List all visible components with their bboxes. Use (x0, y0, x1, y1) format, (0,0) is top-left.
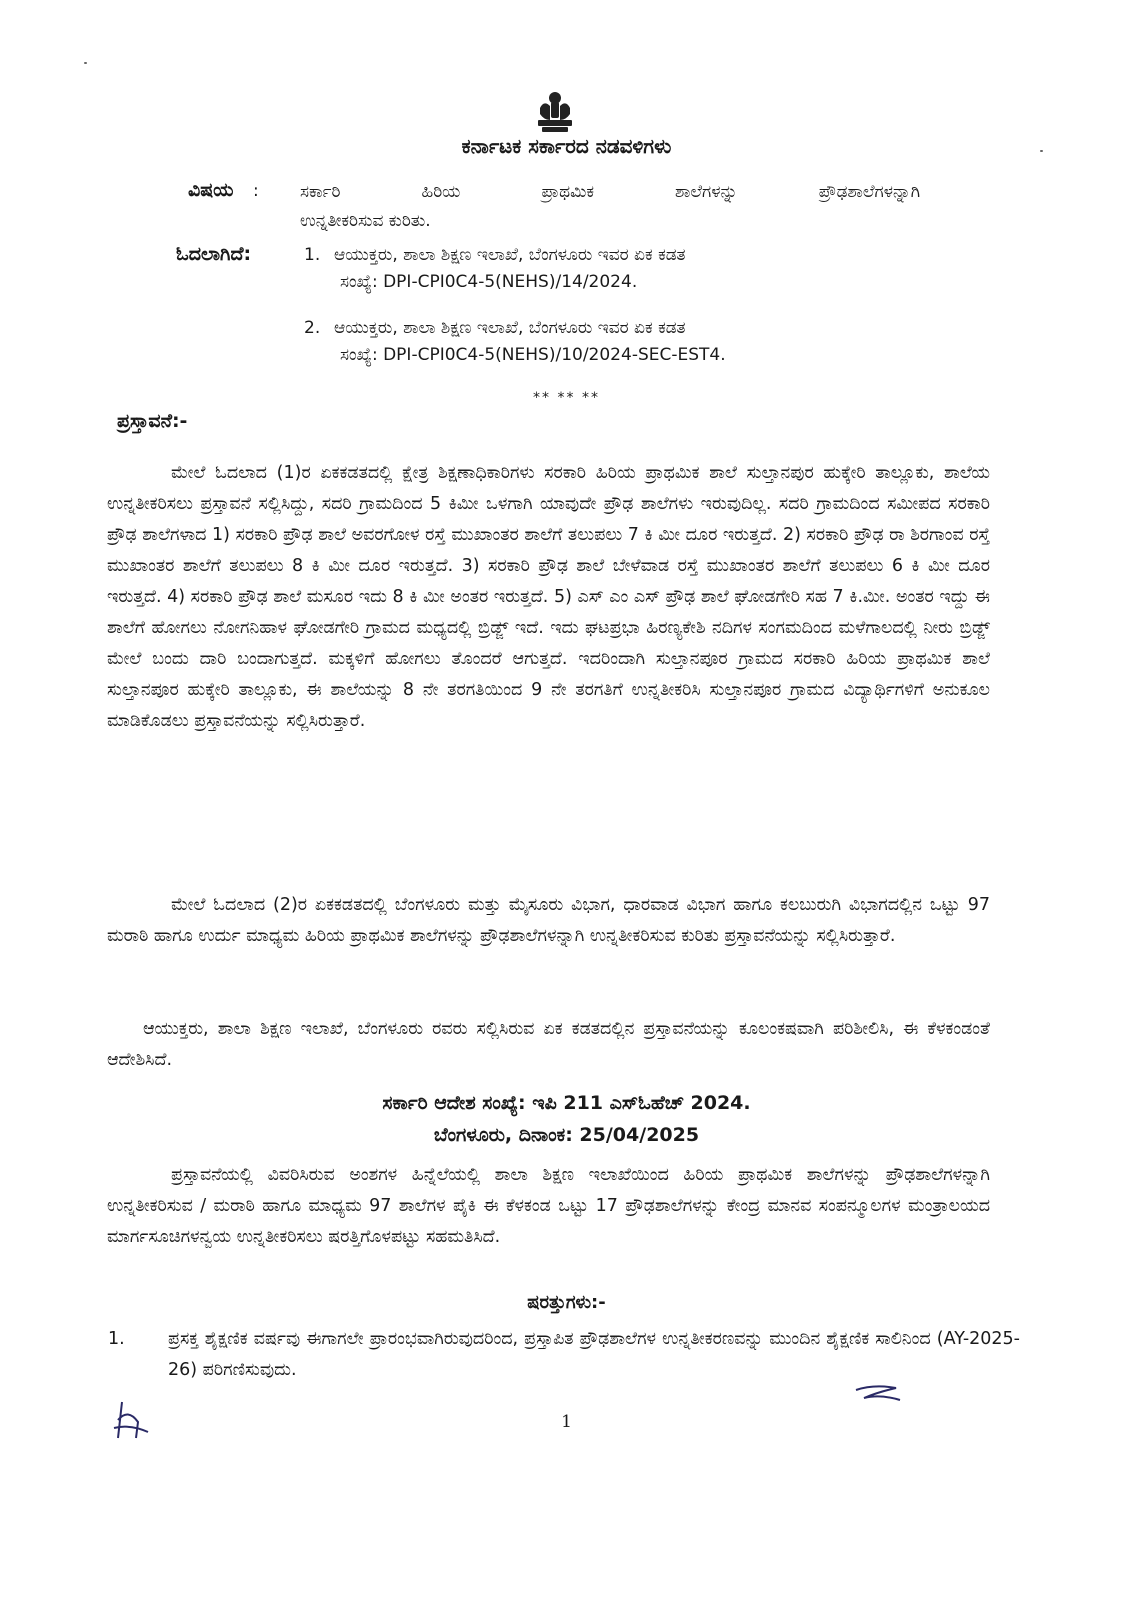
reference-item-1: 1. ಆಯುಕ್ತರು, ಶಾಲಾ ಶಿಕ್ಷಣ ಇಲಾಖೆ, ಬೆಂಗಳೂರು ಇವರ ಏಕ ಕಡತ (304, 245, 686, 265)
karnataka-emblem-icon (534, 90, 576, 136)
subject-text-line2: ಉನ್ನತೀಕರಿಸುವ ಕುರಿತು. (300, 211, 431, 231)
scan-speck (1040, 150, 1043, 152)
preamble-heading: ಪ್ರಸ್ತಾವನೆ:- (117, 410, 188, 432)
page-number: 1 (561, 1412, 572, 1432)
order-date: ಬೆಂಗಳೂರು, ದಿನಾಂಕ: 25/04/2025 (433, 1124, 700, 1146)
scan-speck (84, 62, 87, 64)
preamble-paragraph-1: ಮೇಲೆ ಓದಲಾದ (1)ರ ಏಕಕಡತದಲ್ಲಿ ಕ್ಷೇತ್ರ ಶಿಕ್ಷಣಾಧಿಕಾರಿಗಳು ಸರಕಾರಿ ಹಿರಿಯ ಪ್ರಾಥಮಿಕ ಶಾಲೆ ಸುಲ್ತಾನಪುರ ಹುಕ್ಕೇರಿ ತಾಲ್ಲೂಕು, ಶಾಲೆಯ ಉನ್ನತೀಕರಿಸಲು ಪ್ರಸ್ತಾವನೆ ಸಲ್ಲಿಸಿದ್ದು, ಸದರಿ ಗ್ರಾಮದಿಂದ 5 ಕಿಮೀ ಒಳಗಾಗಿ ಯಾವುದೇ ಪ್ರೌಢ ಶಾಲೆಗಳು ಇರುವುದಿಲ್ಲ. ಸದರಿ ಗ್ರಾಮದಿಂದ ಸಮೀಪದ ಸರಕಾರಿ ಪ್ರೌಢ ಶಾಲೆಗಳಾದ 1) ಸರಕಾರಿ ಪ್ರೌಢ ಶಾಲೆ ಅವರಗೋಳ ರಸ್ತೆ ಮುಖಾಂತರ ಶಾಲೆಗೆ ತಲುಪಲು 7 ಕಿ ಮೀ ದೂರ ಇರುತ್ತದೆ. 2) ಸರಕಾರಿ ಪ್ರೌಢ ರಾ ಶಿರಗಾಂವ ರಸ್ತೆ ಮುಖಾಂತರ ಶಾಲೆಗೆ ತಲುಪಲು 8 ಕಿ ಮೀ ದೂರ ಇರುತ್ತದೆ. 3) ಸರಕಾರಿ ಪ್ರೌಢ ಶಾಲೆ ಬೇಳೆವಾಡ ರಸ್ತೆ ಮುಖಾಂತರ ಶಾಲೆಗೆ ತಲುಪಲು 6 ಕಿ ಮೀ ದೂರ ಇರುತ್ತದೆ. 4) ಸರಕಾರಿ ಪ್ರೌಢ ಶಾಲೆ ಮಸೂರ ಇದು 8 ಕಿ ಮೀ ಅಂತರ ಇರುತ್ತದೆ. 5) ಎಸ್ ಎಂ ಎಸ್ ಪ್ರೌಢ ಶಾಲೆ ಘೋಡಗೇರಿ ಸಹ 7 ಕಿ.ಮೀ. ಅಂತರ ಇದ್ದು ಈ ಶಾಲೆಗೆ ಹೋಗಲು ನೋಗನಿಹಾಳ ಘೋಡಗೇರಿ ಗ್ರಾಮದ ಮಧ್ಯದಲ್ಲಿ ಬ್ರಿಡ್ಜ್ ಇದೆ. ಇದು ಘಟಪ್ರಭಾ ಹಿರಣ್ಯಕೇಶಿ ನದಿಗಳ ಸಂಗಮದಿಂದ ಮಳೆಗಾಲದಲ್ಲಿ ನೀರು ಬ್ರಿಡ್ಜ್ ಮೇಲೆ ಬಂದು ದಾರಿ ಬಂದಾಗುತ್ತದೆ. ಮಕ್ಕಳಿಗೆ ಹೋಗಲು ತೊಂದರೆ ಆಗುತ್ತದೆ. ಇದರಿಂದಾಗಿ ಸುಲ್ತಾನಪೂರ ಗ್ರಾಮದ ಸರಕಾರಿ ಹಿರಿಯ ಪ್ರಾಥಮಿಕ ಶಾಲೆ ಸುಲ್ತಾನಪೂರ ಹುಕ್ಕೇರಿ ತಾಲ್ಲೂಕು, ಈ ಶಾಲೆಯನ್ನು 8 ನೇ ತರಗತಿಯಿಂದ 9 ನೇ ತರಗತಿಗೆ ಉನ್ನತೀಕರಿಸಿ ಸುಲ್ತಾನಪೂರ ಗ್ರಾಮದ ವಿದ್ಯಾರ್ಥಿಗಳಿಗೆ ಅನುಕೂಲ ಮಾಡಿಕೊಡಲು ಪ್ರಸ್ತಾವನೆಯನ್ನು ಸಲ್ಲಿಸಿರುತ್ತಾರೆ. (107, 463, 990, 731)
subject-text-line1: ಸರ್ಕಾರಿ ಹಿರಿಯ ಪ್ರಾಥಮಿಕ ಶಾಲೆಗಳನ್ನು ಪ್ರೌಢಶಾಲೆಗಳನ್ನಾಗಿ (300, 182, 920, 202)
reference-item-1-file-no: ಸಂಖ್ಯೆ: DPI-CPI0C4-5(NEHS)/14/2024. (340, 272, 638, 292)
handwritten-initial-right-icon (850, 1382, 904, 1406)
order-number: ಸರ್ಕಾರಿ ಆದೇಶ ಸಂಖ್ಯೆ: ಇಪಿ 211 ಎಸ್‌ಓಹೆಚ್ 2024. (382, 1092, 751, 1114)
condition-item-1: 1. ಪ್ರಸಕ್ತ ಶೈಕ್ಷಣಿಕ ವರ್ಷವು ಈಗಾಗಲೇ ಪ್ರಾರಂಭವಾಗಿರುವುದರಿಂದ, ಪ್ರಸ್ತಾಪಿತ ಪ್ರೌಢಶಾಲೆಗಳ ಉನ್ನತೀಕರಣವನ್ನು ಮುಂದಿನ ಶೈಕ್ಷಣಿಕ ಸಾಲಿನಿಂದ (AY-2025-26) ಪರಿಗಣಿಸುವುದು. (108, 1329, 1020, 1380)
subject-separator: : (252, 181, 259, 201)
preamble-paragraph-3: ಆಯುಕ್ತರು, ಶಾಲಾ ಶಿಕ್ಷಣ ಇಲಾಖೆ, ಬೆಂಗಳೂರು ರವರು ಸಲ್ಲಿಸಿರುವ ಏಕ ಕಡತದಲ್ಲಿನ ಪ್ರಸ್ತಾವನೆಯನ್ನು ಕೂಲಂಕಷವಾಗಿ ಪರಿಶೀಲಿಸಿ, ಈ ಕೆಳಕಂಡಂತೆ ಆದೇಶಿಸಿದೆ. (107, 1019, 990, 1070)
preamble-paragraph-2: ಮೇಲೆ ಓದಲಾದ (2)ರ ಏಕಕಡತದಲ್ಲಿ ಬೆಂಗಳೂರು ಮತ್ತು ಮೈಸೂರು ವಿಭಾಗ, ಧಾರವಾಡ ವಿಭಾಗ ಹಾಗೂ ಕಲಬುರುಗಿ ವಿಭಾಗದಲ್ಲಿನ ಒಟ್ಟು 97 ಮರಾಠಿ ಹಾಗೂ ಉರ್ದು ಮಾಧ್ಯಮ ಹಿರಿಯ ಪ್ರಾಥಮಿಕ ಶಾಲೆಗಳನ್ನು ಪ್ರೌಢಶಾಲೆಗಳನ್ನಾಗಿ ಉನ್ನತೀಕರಿಸುವ ಕುರಿತು ಪ್ರಸ್ತಾವನೆಯನ್ನು ಸಲ್ಲಿಸಿರುತ್ತಾರೆ. (107, 895, 990, 946)
order-body: ಪ್ರಸ್ತಾವನೆಯಲ್ಲಿ ವಿವರಿಸಿರುವ ಅಂಶಗಳ ಹಿನ್ನೆಲೆಯಲ್ಲಿ ಶಾಲಾ ಶಿಕ್ಷಣ ಇಲಾಖೆಯಿಂದ ಹಿರಿಯ ಪ್ರಾಥಮಿಕ ಶಾಲೆಗಳನ್ನು ಪ್ರೌಢಶಾಲೆಗಳನ್ನಾಗಿ ಉನ್ನತೀಕರಿಸುವ / ಮರಾಠಿ ಹಾಗೂ ಮಾಧ್ಯಮ 97 ಶಾಲೆಗಳ ಪೈಕಿ ಈ ಕೆಳಕಂಡ ಒಟ್ಟು 17 ಪ್ರೌಢಶಾಲೆಗಳನ್ನು ಕೇಂದ್ರ ಮಾನವ ಸಂಪನ್ಮೂಲಗಳ ಮಂತ್ರಾಲಯದ ಮಾರ್ಗಸೂಚಿಗಳನ್ವಯ ಉನ್ನತೀಕರಿಸಲು ಷರತ್ತಿಗೊಳಪಟ್ಟು ಸಹಮತಿಸಿದೆ. (107, 1165, 990, 1247)
section-separator-stars: ** ** ** (533, 390, 600, 406)
subject-label: ವಿಷಯ (188, 179, 234, 201)
handwritten-initial-left-icon (108, 1398, 154, 1444)
subject-label-row (188, 176, 259, 205)
reference-item-2-file-no: ಸಂಖ್ಯೆ: DPI-CPI0C4-5(NEHS)/10/2024-SEC-EST4. (340, 345, 726, 365)
government-proceedings-title: ಕರ್ನಾಟಕ ಸರ್ಕಾರದ ನಡವಳಿಗಳು (461, 134, 672, 158)
reference-item-2: 2. ಆಯುಕ್ತರು, ಶಾಲಾ ಶಿಕ್ಷಣ ಇಲಾಖೆ, ಬೆಂಗಳೂರು ಇವರ ಏಕ ಕಡತ (304, 318, 686, 338)
references-label: ಓದಲಾಗಿದೆ: (176, 243, 252, 265)
conditions-heading: ಷರತ್ತುಗಳು:- (527, 1292, 606, 1313)
